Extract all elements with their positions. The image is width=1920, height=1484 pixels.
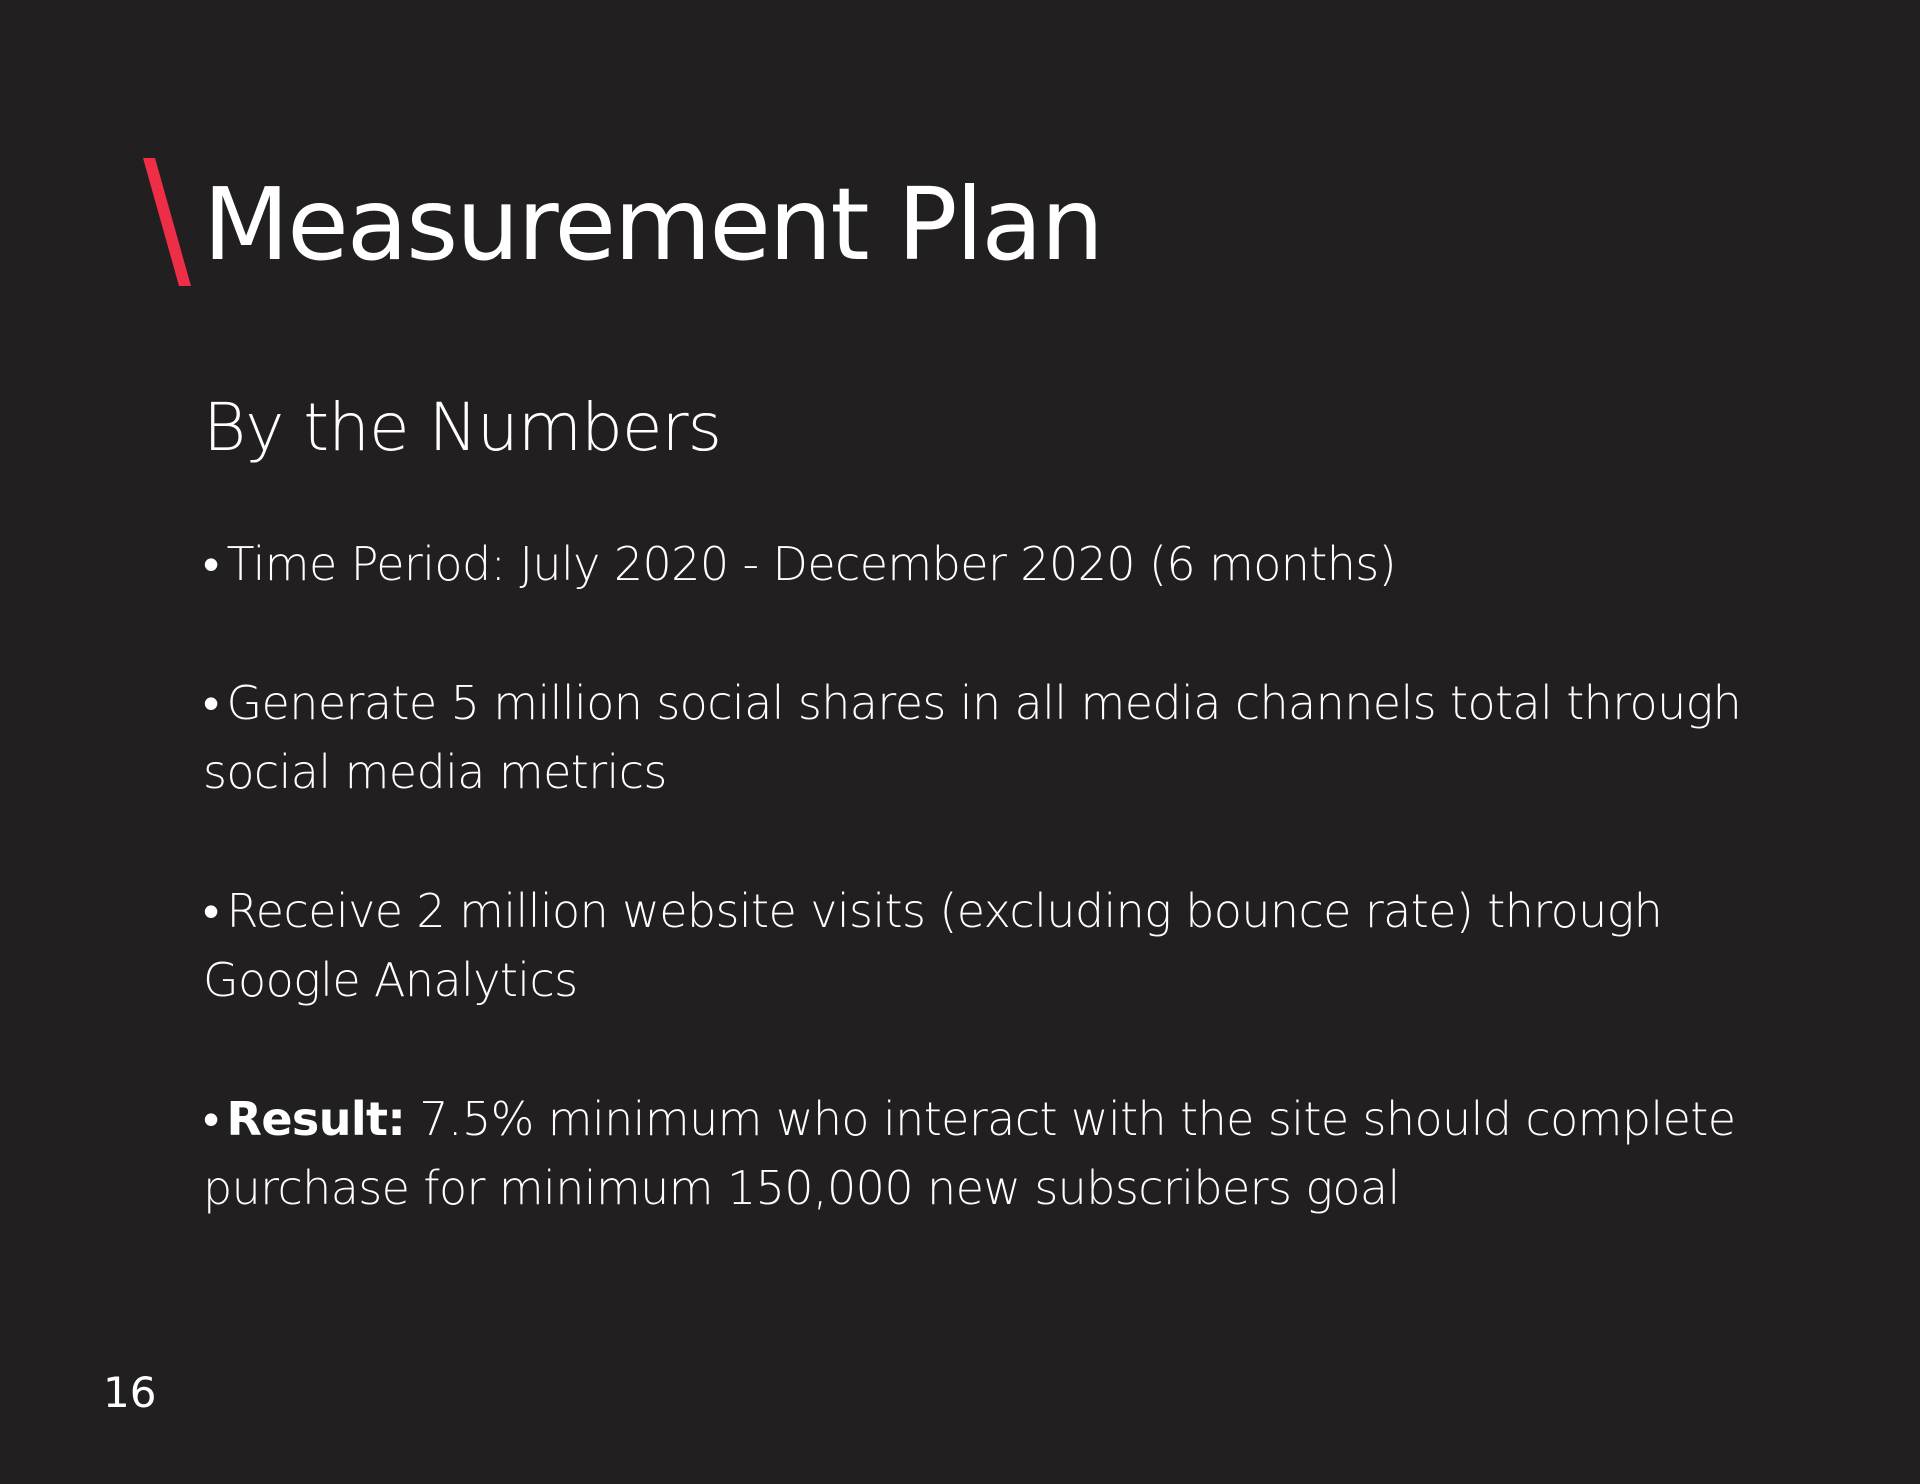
bullet-dot: • [203,537,219,591]
bullet-item-website-visits [203,877,1763,1015]
page-number: 16 [103,1368,157,1417]
bullet-lead: Result: [226,1092,406,1146]
bullet-item-social-shares [203,669,1763,807]
slide-subtitle: By the Numbers [203,389,722,466]
red-slash-icon [143,158,191,286]
bullet-item-result [203,1085,1763,1223]
bullet-dot: • [203,676,219,730]
bullet-dot: • [203,1092,219,1146]
bullet-text: 7.5% minimum who interact with the site should complete purchase for minimum 150,000 new subscribers goal [203,1092,1736,1215]
bullet-text: Receive 2 million website visits (excluding bounce rate) through Google Analytics [203,884,1663,1007]
bullet-item-time-period [203,530,1763,599]
bullet-text: Generate 5 million social shares in all media channels total through social media metrics [203,676,1742,799]
bullet-dot: • [203,884,219,938]
bullet-text: Time Period: July 2020 - December 2020 (6 months) [226,537,1397,591]
slide-title: Measurement Plan [203,166,1103,283]
bullet-list [203,530,1763,1293]
